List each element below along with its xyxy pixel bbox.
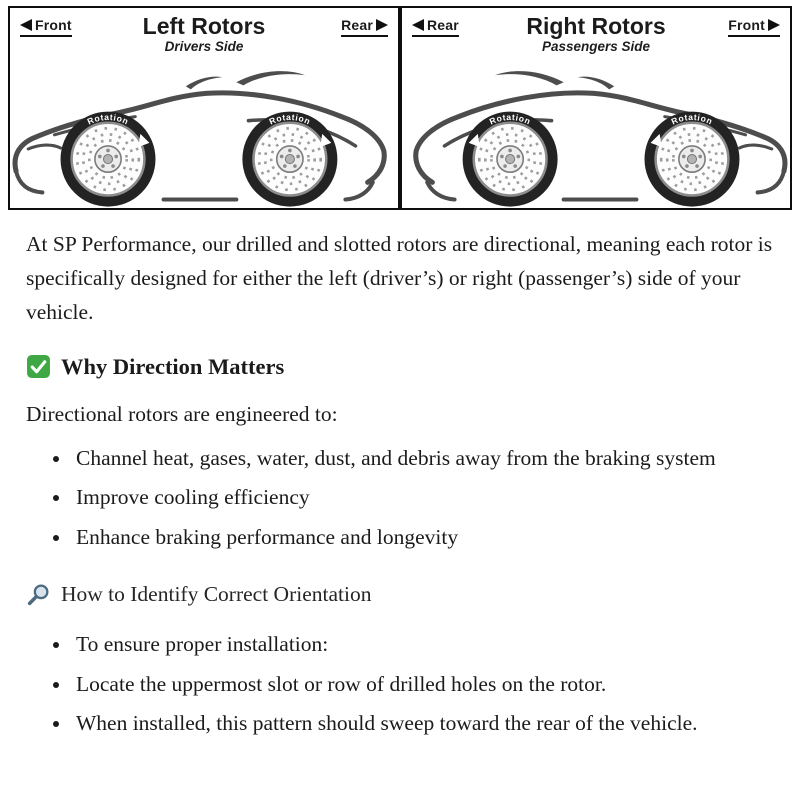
rotation-label: Rotation: [669, 112, 715, 128]
arrow-left-icon: [20, 19, 32, 31]
lead-paragraph: Directional rotors are engineered to:: [26, 401, 338, 426]
front-direction-label: [20, 17, 72, 37]
panel-title: Left Rotors: [142, 13, 266, 39]
direction-text: Rear: [341, 17, 373, 33]
bullet-item: • Channel heat, gases, water, dust, and debris away from the braking system: [72, 441, 772, 475]
right-car-illustration: [402, 54, 790, 208]
identify-orientation-bullet-list: [26, 627, 774, 740]
rotation-label: Rotation: [85, 112, 131, 128]
arrow-right-icon: [768, 19, 780, 31]
article-body: [0, 210, 800, 774]
car-body-sketch: [15, 72, 384, 207]
right-panel-header: [402, 8, 790, 54]
bullet-item: • Locate the uppermost slot or row of drilled holes on the rotor.: [72, 667, 772, 701]
section-title: How to Identify Correct Orientation: [61, 582, 372, 607]
rotation-label: Rotation: [487, 112, 533, 128]
left-panel-titles: [143, 15, 266, 54]
why-direction-bullet-list: [26, 441, 774, 554]
front-direction-label: [728, 17, 780, 37]
left-car-illustration: [10, 54, 398, 208]
rear-direction-label: [412, 17, 459, 37]
magnifier-icon: [26, 582, 51, 607]
direction-text: Front: [35, 17, 72, 33]
panel-subtitle: Passengers Side: [541, 39, 651, 55]
bullet-item: • To ensure proper installation:: [72, 627, 772, 661]
direction-text: Rear: [427, 17, 459, 33]
bullet-item: • Improve cooling efficiency: [72, 480, 772, 514]
panel-subtitle: Drivers Side: [164, 39, 244, 55]
rotor-direction-diagram: [0, 0, 800, 210]
right-rotors-panel: [400, 6, 792, 210]
panel-title: Right Rotors: [526, 13, 666, 39]
checkmark-icon: [26, 354, 51, 379]
direction-text: Front: [728, 17, 765, 33]
arrow-left-icon: [412, 19, 424, 31]
bullet-item: • Enhance braking performance and longevity: [72, 520, 772, 554]
section-heading-why-direction: [26, 354, 774, 380]
left-panel-header: [10, 8, 398, 54]
arrow-right-icon: [376, 19, 388, 31]
car-body-sketch-mirrored: [416, 72, 785, 207]
rotation-label: Rotation: [267, 112, 313, 128]
intro-paragraph: At SP Performance, our drilled and slotted rotors are directional, meaning each rotor is specifically designed for either the left (driver’s) or right (passenger’s) side of your vehicle.: [26, 232, 773, 324]
section-heading-identify-orientation: [26, 582, 774, 607]
rear-direction-label: [341, 17, 388, 37]
section-title: Why Direction Matters: [61, 353, 285, 379]
right-panel-titles: [526, 15, 665, 54]
bullet-item: • When installed, this pattern should sweep toward the rear of the vehicle.: [72, 706, 772, 740]
left-rotors-panel: [8, 6, 400, 210]
